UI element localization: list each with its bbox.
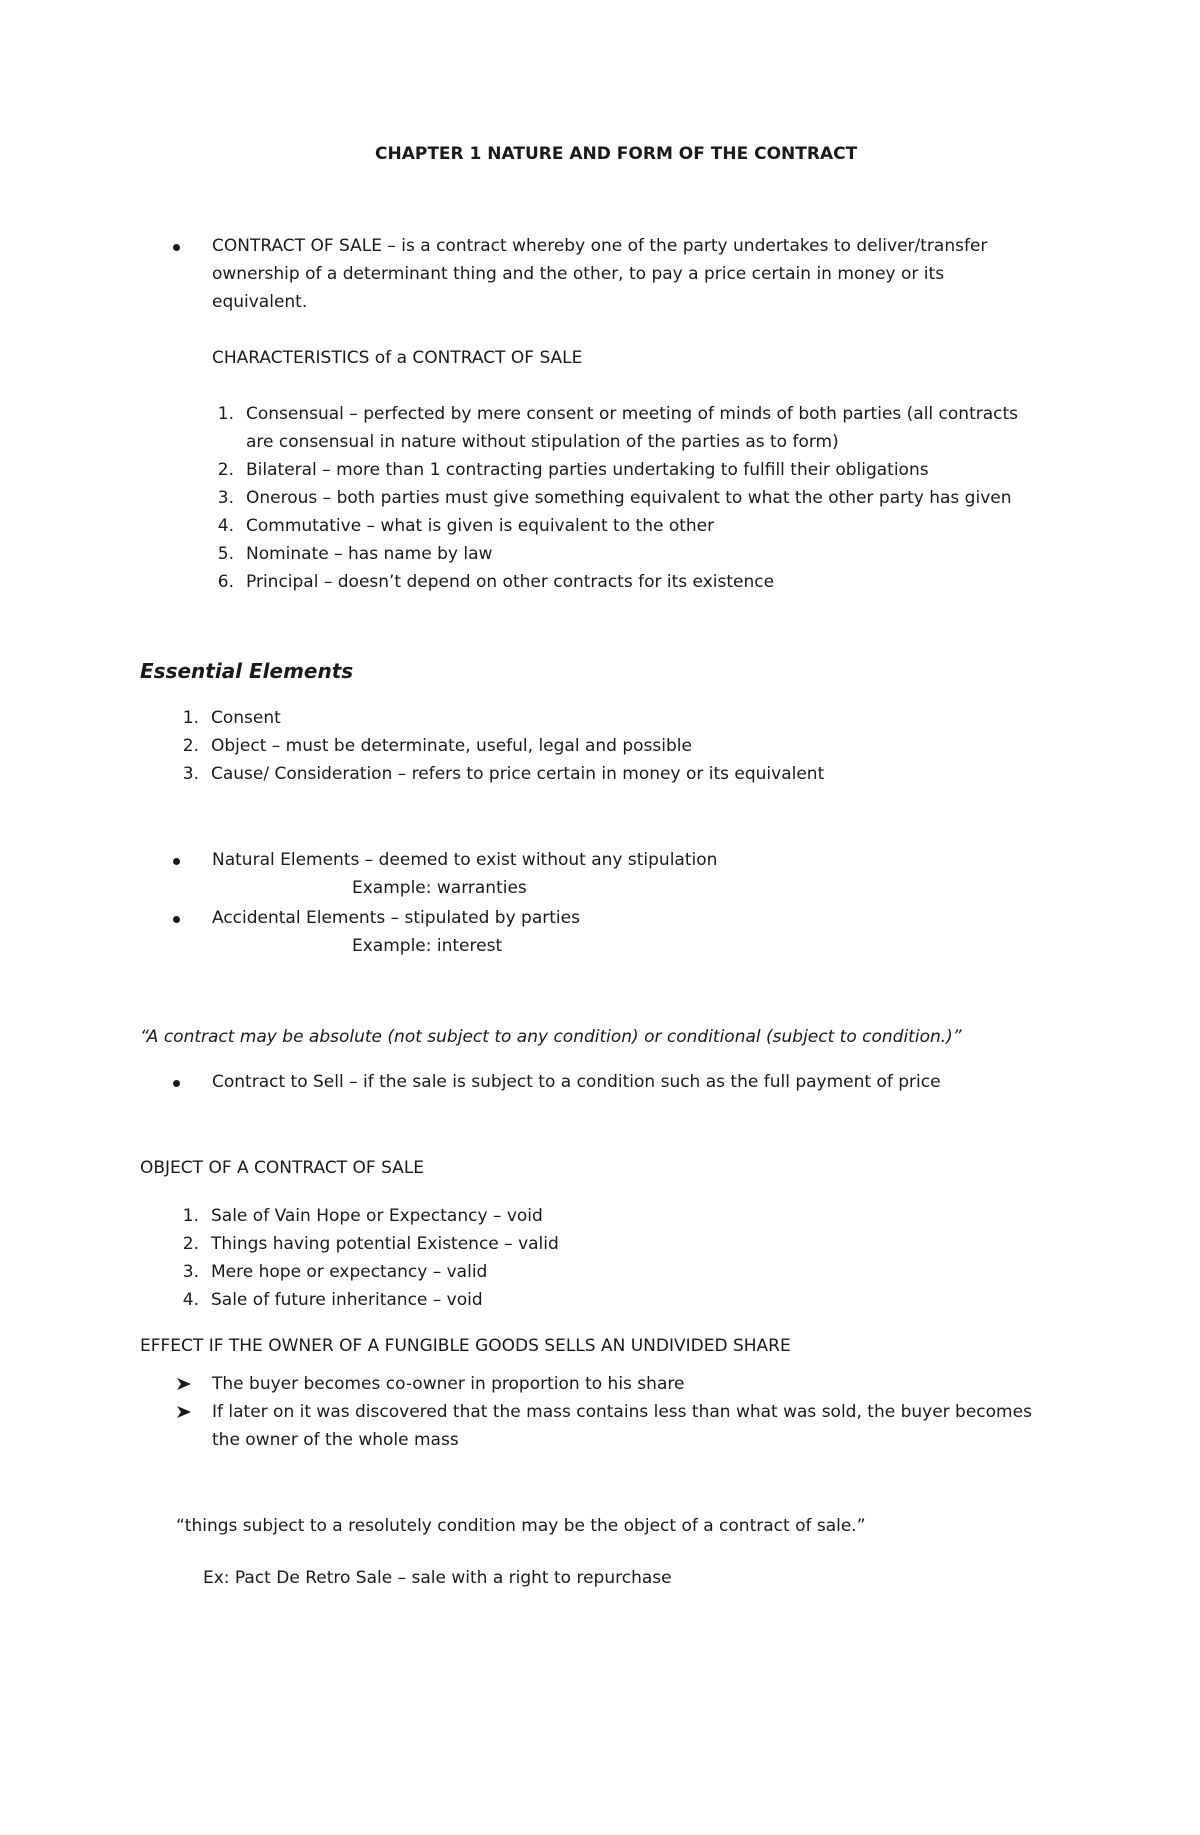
effect-heading: EFFECT IF THE OWNER OF A FUNGIBLE GOODS SELLS AN UNDIVIDED SHARE <box>140 1336 791 1356</box>
accidental-elements: Accidental Elements – stipulated by parties <box>212 908 580 928</box>
definition-line-3: equivalent. <box>212 292 308 312</box>
list-number: 1. <box>182 1206 199 1226</box>
list-number: 4. <box>182 1290 199 1310</box>
list-number: 3. <box>182 1262 199 1282</box>
effect-item-continuation: the owner of the whole mass <box>212 1430 459 1450</box>
example-line: Ex: Pact De Retro Sale – sale with a right to repurchase <box>203 1568 672 1588</box>
essential-elements-heading: Essential Elements <box>140 659 354 683</box>
list-item: Principal – doesn’t depend on other contracts for its existence <box>246 572 775 592</box>
list-item: Mere hope or expectancy – valid <box>211 1262 488 1282</box>
arrow-bullet-icon <box>176 1405 192 1419</box>
arrow-bullet-icon <box>176 1377 192 1391</box>
list-item: Cause/ Consideration – refers to price certain in money or its equivalent <box>211 764 825 784</box>
definition-line-1: CONTRACT OF SALE – is a contract whereby one of the party undertakes to deliver/transfer <box>212 236 988 256</box>
list-item: Sale of future inheritance – void <box>211 1290 483 1310</box>
natural-elements: Natural Elements – deemed to exist without any stipulation <box>212 850 718 870</box>
list-number: 3. <box>217 488 234 508</box>
list-item: Consensual – perfected by mere consent or meeting of minds of both parties (all contracts <box>246 404 1019 424</box>
list-number: 1. <box>182 708 199 728</box>
round-bullet-icon <box>173 916 180 923</box>
object-heading: OBJECT OF A CONTRACT OF SALE <box>140 1158 425 1178</box>
list-item: Onerous – both parties must give something equivalent to what the other party has given <box>246 488 1012 508</box>
list-number: 5. <box>217 544 234 564</box>
example-line: Example: interest <box>352 936 503 956</box>
list-item: Nominate – has name by law <box>246 544 493 564</box>
effect-item: If later on it was discovered that the mass contains less than what was sold, the buyer becomes <box>212 1402 1032 1422</box>
contract-to-sell: Contract to Sell – if the sale is subject to a condition such as the full payment of price <box>212 1072 941 1092</box>
list-number: 4. <box>217 516 234 536</box>
list-number: 2. <box>217 460 234 480</box>
list-number: 2. <box>182 1234 199 1254</box>
list-item: Things having potential Existence – valid <box>211 1234 559 1254</box>
round-bullet-icon <box>173 1080 180 1087</box>
quote-line: “things subject to a resolutely condition may be the object of a contract of sale.” <box>176 1516 866 1536</box>
list-item: Sale of Vain Hope or Expectancy – void <box>211 1206 543 1226</box>
list-number: 6. <box>217 572 234 592</box>
list-item-continuation: are consensual in nature without stipulation of the parties as to form) <box>246 432 839 452</box>
list-number: 3. <box>182 764 199 784</box>
list-number: 2. <box>182 736 199 756</box>
definition-line-2: ownership of a determinant thing and the other, to pay a price certain in money or its <box>212 264 945 284</box>
example-line: Example: warranties <box>352 878 527 898</box>
round-bullet-icon <box>173 858 180 865</box>
list-item: Commutative – what is given is equivalent to the other <box>246 516 715 536</box>
round-bullet-icon <box>173 244 180 251</box>
list-item: Bilateral – more than 1 contracting parties undertaking to fulfill their obligations <box>246 460 929 480</box>
page-title: CHAPTER 1 NATURE AND FORM OF THE CONTRACT <box>375 144 858 164</box>
italic-quote: “A contract may be absolute (not subject to any condition) or conditional (subject to condition.)” <box>140 1027 962 1047</box>
list-item: Object – must be determinate, useful, legal and possible <box>211 736 692 756</box>
list-item: Consent <box>211 708 281 728</box>
characteristics-heading: CHARACTERISTICS of a CONTRACT OF SALE <box>212 348 583 368</box>
list-number: 1. <box>217 404 234 424</box>
effect-item: The buyer becomes co-owner in proportion to his share <box>212 1374 685 1394</box>
